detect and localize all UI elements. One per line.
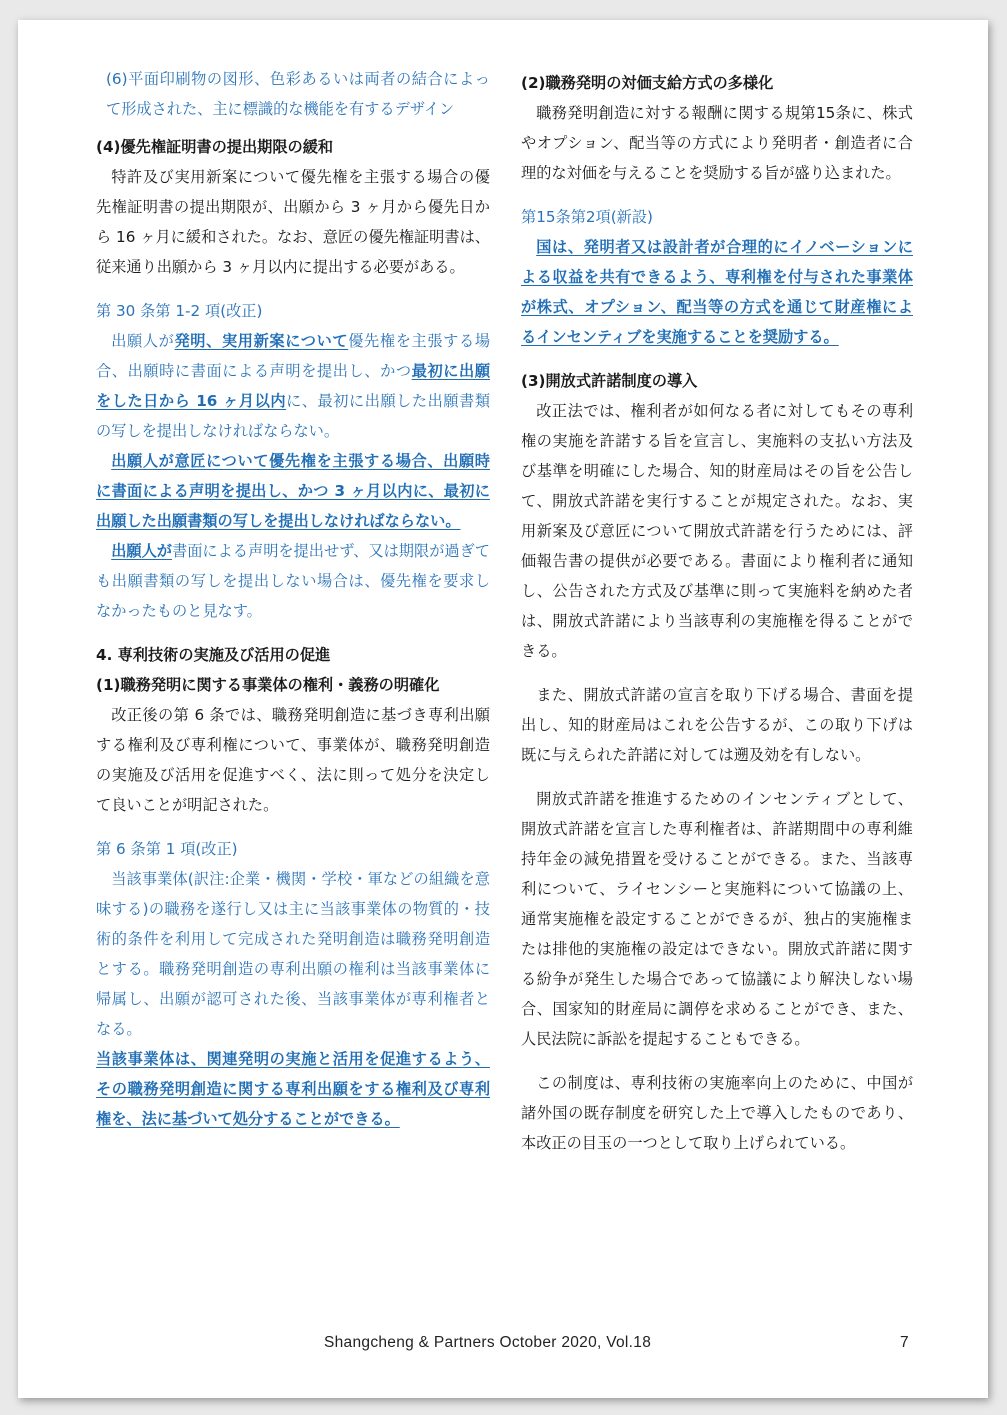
paragraph-article-6: 改正後の第 6 条では、職務発明創造に基づき専利出願する権利及び専利権について、事業体が、職務発明創造の実施及び活用を促進すべく、法に則って処分を決定して良いことが明記された。	[96, 706, 490, 814]
a30-text-4: 書面による声明を提出せず、又は期限が過ぎても出願書類の写しを提出しない場合は、優先権を要求しなかったものと見なす。	[96, 542, 490, 620]
article-6-text: 当該事業体(訳注:企業・機関・学校・軍などの組織を意味する)の職務を遂行し又は主に当該事業体の物質的・技術的条件を利用して完成された発明創造は職務発明創造とする。職務発明創造の専利出願の権利は当該事業体に帰属し、出願が認可された後、当該事業体が専利権者となる。	[96, 870, 490, 1038]
a30-highlight-1: 発明、実用新案について	[174, 332, 349, 350]
document-page	[18, 20, 988, 1398]
paragraph-compensation: 職務発明創造に対する報酬に関する規第15条に、株式やオプション、配当等の方式により発明者・創造者に合理的な対価を与えることを奨励する旨が盛り込まれた。	[521, 104, 913, 182]
paragraph-open-license-3: 開放式許諾を推進するためのインセンティブとして、開放式許諾を宣言した専利権者は、許諾期間中の専利維持年金の減免措置を受けることができる。また、当該専利について、ライセンシーと実施料について協議の上、通常実施権を設定することができるが、独占的実施権または排他的実施権の設定はできない。開放式許諾に関する紛争が発生した場合であって協議により解決しない場合、国家知的財産局に調停を求めることができ、また、人民法院に訴訟を提起することもできる。	[521, 790, 913, 1048]
heading-section-4: 4. 専利技術の実施及び活用の促進	[96, 646, 331, 664]
a30-highlight-3: 出願人が	[111, 542, 172, 560]
paragraph-open-license-4: この制度は、専利技術の実施率向上のために、中国が諸外国の既存制度を研究した上で導入したものであり、本改正の目玉の一つとして取り上げられている。	[521, 1074, 913, 1152]
article-30-label: 第 30 条第 1-2 項(改正)	[96, 302, 263, 320]
page-number: 7	[900, 1334, 909, 1351]
heading-open-license: (3)開放式許諾制度の導入	[521, 372, 698, 390]
heading-section-4-1: (1)職務発明に関する事業体の権利・義務の明確化	[96, 676, 440, 694]
right-column	[521, 64, 913, 1158]
article-6-highlight: 当該事業体は、関連発明の実施と活用を促進するよう、その職務発明創造に関する専利出願をする権利及び専利権を、法に基づいて処分することができる。	[96, 1050, 490, 1128]
article-6-label: 第 6 条第 1 項(改正)	[96, 840, 238, 858]
paragraph-priority-deadline: 特許及び実用新案について優先権を主張する場合の優先権証明書の提出期限が、出願から 3 ヶ月から優先日から 16 ヶ月に緩和された。なお、意匠の優先権証明書は、従来通り出願から 3 ヶ月以内に提出する必要がある。	[96, 168, 490, 276]
a30-text-1: 出願人が	[111, 332, 175, 350]
article-15-label: 第15条第2項(新設)	[521, 208, 653, 226]
a30-highlight-2: 最初に出願をした日から 16 ヶ月以内	[96, 362, 491, 410]
footer-publication: Shangcheng & Partners October 2020, Vol.18	[324, 1334, 652, 1351]
article-30-para-3	[96, 536, 490, 626]
heading-priority-deadline: (4)優先権証明書の提出期限の緩和	[96, 138, 334, 156]
paragraph-open-license-2: また、開放式許諾の宣言を取り下げる場合、書面を提出し、知的財産局はこれを公告するが、この取り下げは既に与えられた許諾に対しては遡及効を有しない。	[521, 686, 914, 764]
paragraph-open-license-1: 改正法では、権利者が如何なる者に対してもその専利権の実施を許諾する旨を宣言し、実施料の支払い方法及び基準を明確にした場合、知的財産局はその旨を公告して、開放式許諾を実行することが規定された。なお、実用新案及び意匠について開放式許諾を行うためには、評価報告書の提供が必要である。書面により権利者に通知し、公告された方式及び基準に則って実施料を納めた者は、開放式許諾により当該専利の実施権を得ることができる。	[521, 402, 914, 660]
article-30-para-1	[96, 326, 490, 446]
design-item-6: (6)平面印刷物の図形、色彩あるいは両者の結合によって形成された、主に標識的な機能を有するデザイン	[106, 70, 490, 118]
left-column	[96, 64, 490, 1134]
article-15-highlight: 国は、発明者又は設計者が合理的にイノベーションによる収益を共有できるよう、専利権を付与された事業体が株式、オプション、配当等の方式を通じて財産権によるインセンティブを実施することを奨励する。	[521, 238, 913, 346]
article-30-para-2: 出願人が意匠について優先権を主張する場合、出願時に書面による声明を提出し、かつ 3 ヶ月以内に、最初に出願した出願書類の写しを提出しなければならない。	[96, 452, 490, 530]
heading-compensation: (2)職務発明の対価支給方式の多様化	[521, 74, 774, 92]
a30-text-3: に、最初に出願した出願書類の写しを提出しなければならない。	[96, 392, 491, 440]
a30-text-2: 優先権を主張する場合、出願時に書面による声明を提出し、かつ	[96, 332, 491, 380]
